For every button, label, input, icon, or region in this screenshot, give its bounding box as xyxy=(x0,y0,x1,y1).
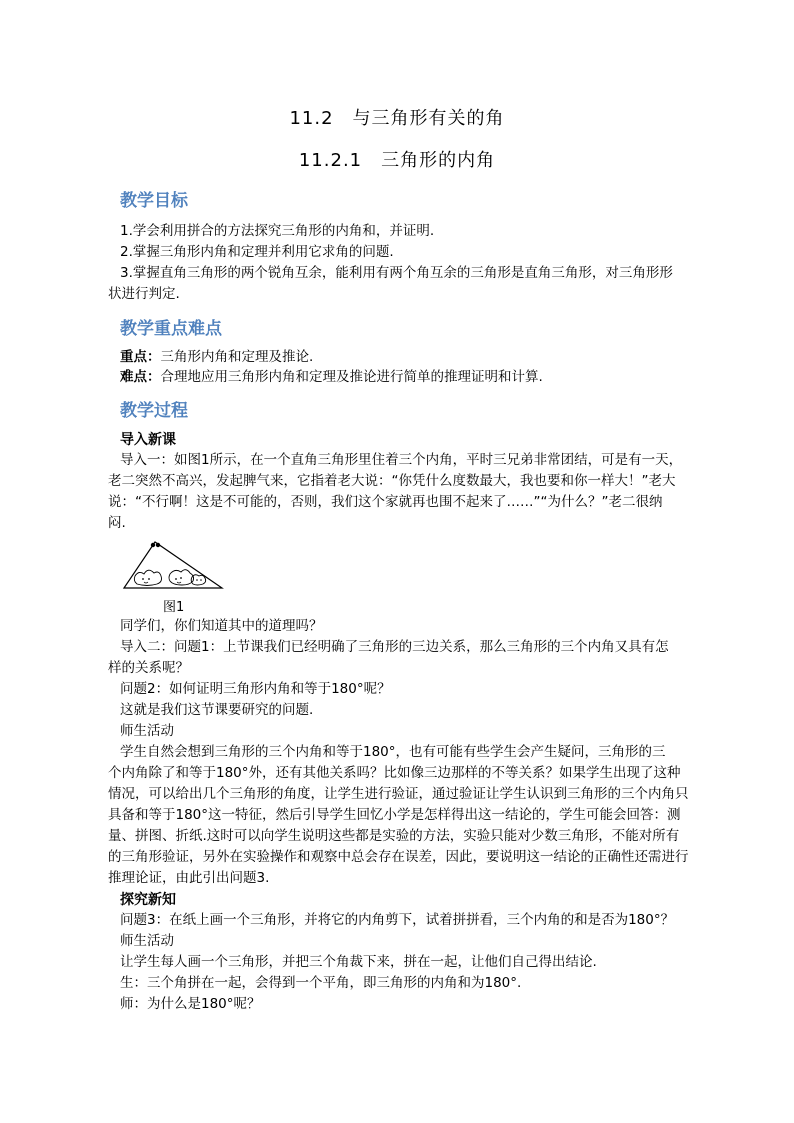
paragraph-line: 师生活动 xyxy=(120,933,174,949)
page-title: 11.2 与三角形有关的角 xyxy=(289,108,505,129)
goal-item: 3.掌握直角三角形的两个锐角互余，能利用有两个角互余的三角形是直角三角形，对三角形形 xyxy=(120,265,673,281)
difficult-point-line xyxy=(120,367,543,387)
section-heading-keypoints: 教学重点难点 xyxy=(120,319,222,339)
key-point-text: 三角形内角和定理及推论. xyxy=(160,349,314,365)
paragraph-line: 问题2：如何证明三角形内角和等于180°呢？ xyxy=(120,681,391,697)
key-point-label: 重点： xyxy=(120,349,161,365)
difficult-point-text: 合理地应用三角形内角和定理及推论进行简单的推理证明和计算. xyxy=(160,369,543,385)
paragraph-line: 量、拼图、折纸.这时可以向学生说明这些都是实验的方法，实验只能对少数三角形，不能对所有 xyxy=(108,828,680,844)
paragraph-line: 具备和等于180°这一特征，然后引导学生回忆小学是怎样得出这一结论的，学生可能会回答：测 xyxy=(108,807,681,823)
paragraph-line: 这就是我们这节课要研究的问题. xyxy=(120,702,314,718)
paragraph-line: 老二突然不高兴，发起脾气来，它指着老大说：“你凭什么度数最大，我也要和你一样大！”老大 xyxy=(108,473,676,489)
goal-item: 1.学会利用拼合的方法探究三角形的内角和，并证明. xyxy=(120,223,435,239)
section-heading-process: 教学过程 xyxy=(120,401,188,421)
paragraph-line: 推理论证，由此引出问题3. xyxy=(108,870,270,886)
paragraph-line: 导入一：如图1所示，在一个直角三角形里住着三个内角，平时三兄弟非常团结，可是有一天， xyxy=(120,452,683,468)
goal-item: 2.掌握三角形内角和定理并利用它求角的问题. xyxy=(120,244,394,260)
figure-triangle-illustration xyxy=(121,536,225,592)
paragraph-line: 情况，可以给出几个三角形的角度，让学生进行验证，通过验证让学生认识到三角形的三个内角只 xyxy=(108,786,689,802)
paragraph-line: 导入二：问题1：上节课我们已经明确了三角形的三边关系，那么三角形的三个内角又具有怎 xyxy=(120,639,669,655)
difficult-point-label: 难点： xyxy=(120,369,161,385)
paragraph-line: 的三角形验证，另外在实验操作和观察中总会存在误差，因此，要说明这一结论的正确性还需进行 xyxy=(108,849,689,865)
paragraph-line: 同学们，你们知道其中的道理吗？ xyxy=(120,618,323,634)
page-subtitle: 11.2.1 三角形的内角 xyxy=(298,150,496,171)
section-heading-goals: 教学目标 xyxy=(120,191,188,211)
subheading-explore: 探究新知 xyxy=(120,892,176,908)
paragraph-line: 让学生每人画一个三角形，并把三个角裁下来，拼在一起，让他们自己得出结论. xyxy=(120,954,597,970)
paragraph-line: 个内角除了和等于180°外，还有其他关系吗？比如像三边那样的不等关系？如果学生出现了这种 xyxy=(108,765,681,781)
key-point-line xyxy=(120,347,313,367)
goal-item: 状进行判定. xyxy=(108,286,180,302)
paragraph-line: 闷. xyxy=(108,515,126,531)
figure-caption: 图1 xyxy=(163,600,185,615)
paragraph-line: 问题3：在纸上画一个三角形，并将它的内角剪下，试着拼拼看，三个内角的和是否为180°？ xyxy=(120,912,675,928)
paragraph-line: 生：三个角拼在一起，会得到一个平角，即三角形的内角和为180°. xyxy=(120,975,522,991)
paragraph-line: 学生自然会想到三角形的三个内角和等于180°，也有可能有些学生会产生疑问，三角形的三 xyxy=(120,744,666,760)
paragraph-line: 师生活动 xyxy=(120,723,174,739)
paragraph-line: 说：“不行啊！这是不可能的，否则，我们这个家就再也围不起来了……”“为什么？”老二很纳 xyxy=(108,494,663,510)
paragraph-line: 样的关系呢？ xyxy=(108,660,189,676)
subheading-intro: 导入新课 xyxy=(120,432,176,448)
paragraph-line: 师：为什么是180°呢？ xyxy=(120,996,261,1012)
